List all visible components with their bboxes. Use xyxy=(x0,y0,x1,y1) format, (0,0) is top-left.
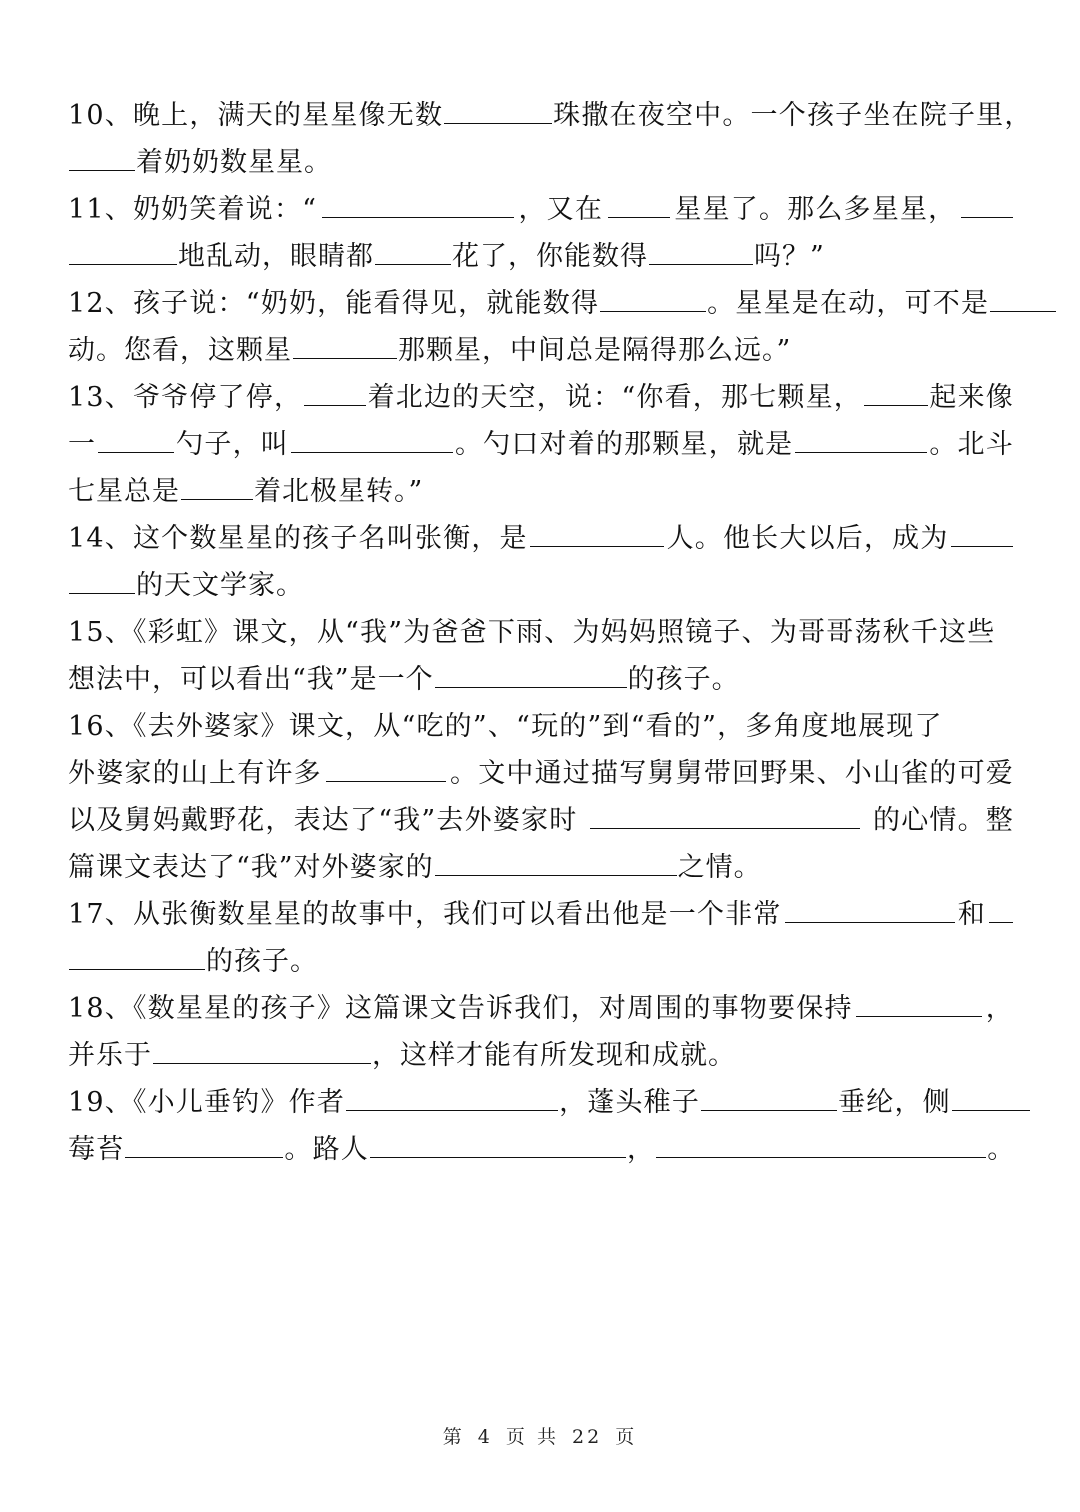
answer-blank[interactable] xyxy=(181,477,253,500)
question-text: 15、《彩虹》课文，从“我”为爸爸下雨、为妈妈照镜子、为哥哥荡秋千这些 xyxy=(68,617,996,648)
answer-blank[interactable] xyxy=(322,195,514,218)
answer-blank[interactable] xyxy=(304,383,366,406)
question-text: 外婆家的山上有许多 xyxy=(68,758,322,789)
answer-blank[interactable] xyxy=(989,900,1013,923)
question-18-line-1 xyxy=(68,985,1014,1032)
answer-blank[interactable] xyxy=(795,430,927,453)
answer-blank[interactable] xyxy=(444,101,552,124)
question-text: 之情。 xyxy=(677,852,762,883)
footer-suffix: 页 xyxy=(615,1426,638,1448)
worksheet-page xyxy=(68,92,1033,1173)
question-16-line-1 xyxy=(68,703,1014,750)
answer-blank[interactable] xyxy=(649,242,753,265)
footer-prefix: 第 xyxy=(442,1426,465,1448)
question-text: 的孩子。 xyxy=(206,946,318,977)
answer-blank[interactable] xyxy=(951,524,1013,547)
question-text: 勺子，叫 xyxy=(176,429,289,460)
question-text: 垂纶，侧 xyxy=(838,1087,951,1118)
question-text: 17、从张衡数星星的故事中，我们可以看出他是一个非常 xyxy=(68,899,782,930)
question-text: 起来像 xyxy=(929,382,1014,413)
question-text: 珠撒在夜空中。一个孩子坐在院子里， xyxy=(553,100,1033,131)
question-16-line-4 xyxy=(68,844,1014,891)
question-text: 着北边的天空，说：“你看，那七颗星， xyxy=(367,382,862,413)
answer-blank[interactable] xyxy=(326,759,446,782)
answer-blank[interactable] xyxy=(856,994,982,1017)
answer-blank[interactable] xyxy=(69,242,177,265)
question-text: 11、奶奶笑着说：“ xyxy=(68,194,318,225)
answer-blank[interactable] xyxy=(370,1135,626,1158)
question-text: 一 xyxy=(68,429,97,460)
question-text: 的天文学家。 xyxy=(136,570,304,601)
answer-blank[interactable] xyxy=(600,289,706,312)
answer-blank[interactable] xyxy=(435,853,677,876)
question-text: 。文中通过描写舅舅带回野果、小山雀的可爱 xyxy=(450,758,1014,789)
question-text: 篇课文表达了“我”对外婆家的 xyxy=(68,852,434,883)
question-text: 。路人 xyxy=(284,1134,370,1165)
answer-blank[interactable] xyxy=(785,900,955,923)
question-text: 。 xyxy=(987,1134,1016,1165)
question-text: 星星了。那么多星星， xyxy=(674,194,957,225)
question-16-line-2 xyxy=(68,750,1014,797)
answer-blank[interactable] xyxy=(291,430,453,453)
question-14-line-2 xyxy=(68,562,1014,609)
question-text: 着北极星转。” xyxy=(254,476,424,507)
answer-blank[interactable] xyxy=(435,665,627,688)
question-text: 莓苔 xyxy=(68,1134,125,1165)
question-text: 想法中，可以看出“我”是一个 xyxy=(68,664,434,695)
question-text: 14、这个数星星的孩子名叫张衡，是 xyxy=(68,523,528,554)
question-text: 并乐于 xyxy=(68,1040,152,1071)
answer-blank[interactable] xyxy=(375,242,451,265)
question-text: ，又在 xyxy=(518,194,604,225)
answer-blank[interactable] xyxy=(69,571,135,594)
question-13-line-1 xyxy=(68,374,1014,421)
question-text: 吗？” xyxy=(754,241,825,272)
question-13-line-2 xyxy=(68,421,1014,468)
question-text: 。北斗 xyxy=(929,429,1014,460)
question-text: ， xyxy=(627,1134,656,1165)
answer-blank[interactable] xyxy=(701,1088,837,1111)
question-text: 19、《小儿垂钓》作者 xyxy=(68,1087,346,1118)
total-pages: 22 xyxy=(572,1426,603,1448)
answer-blank[interactable] xyxy=(590,806,860,829)
question-text: 16、《去外婆家》课文，从“吃的”、“玩的”到“看的”，多角度地展现了 xyxy=(68,711,943,742)
question-text: 和 xyxy=(957,899,986,930)
question-text: ， xyxy=(985,993,1014,1024)
question-text: 以及舅妈戴野花，表达了“我”去外婆家时 xyxy=(68,805,578,836)
answer-blank[interactable] xyxy=(346,1088,558,1111)
question-text: 七星总是 xyxy=(68,476,180,507)
question-19-line-1 xyxy=(68,1079,1014,1126)
question-text: ，蓬头稚子 xyxy=(559,1087,701,1118)
answer-blank[interactable] xyxy=(153,1041,371,1064)
question-text: 动。您看，这颗星 xyxy=(68,335,292,366)
answer-blank[interactable] xyxy=(293,336,397,359)
page-number: 4 xyxy=(477,1426,493,1448)
question-text: 的孩子。 xyxy=(627,664,740,695)
answer-blank[interactable] xyxy=(961,195,1013,218)
answer-blank[interactable] xyxy=(98,430,174,453)
question-12-line-2 xyxy=(68,327,1014,374)
question-text: 地乱动，眼睛都 xyxy=(178,241,374,272)
answer-blank[interactable] xyxy=(69,947,205,970)
answer-blank[interactable] xyxy=(608,195,670,218)
question-text: 12、孩子说：“奶奶，能看得见，就能数得 xyxy=(68,288,600,319)
question-text: 。勺口对着的那颗星，就是 xyxy=(454,429,794,460)
question-17-line-2 xyxy=(68,938,1014,985)
question-text: ，这样才能有所发现和成就。 xyxy=(372,1040,736,1071)
question-text: 。星星是在动，可不是 xyxy=(707,288,990,319)
question-17-line-1 xyxy=(68,891,1014,938)
question-11-line-2 xyxy=(68,233,1014,280)
question-text: 人。他长大以后，成为 xyxy=(666,523,949,554)
question-16-line-3 xyxy=(68,797,1014,844)
answer-blank[interactable] xyxy=(952,1088,1030,1111)
answer-blank[interactable] xyxy=(530,524,664,547)
question-19-line-2 xyxy=(68,1126,1014,1173)
question-text: 着奶奶数星星。 xyxy=(136,147,332,178)
answer-blank[interactable] xyxy=(990,289,1056,312)
question-text: 花了，你能数得 xyxy=(452,241,648,272)
question-13-line-3 xyxy=(68,468,1014,515)
question-text: 13、爷爷停了停， xyxy=(68,382,303,413)
question-10-line-2 xyxy=(68,139,1014,186)
answer-blank[interactable] xyxy=(125,1135,283,1158)
answer-blank[interactable] xyxy=(864,383,928,406)
question-14-line-1 xyxy=(68,515,1014,562)
question-15-line-2 xyxy=(68,656,1014,703)
question-text: 的心情。整 xyxy=(873,805,1014,836)
footer-middle: 页 共 xyxy=(505,1426,559,1448)
page-footer xyxy=(0,1422,1080,1449)
answer-blank[interactable] xyxy=(69,148,135,171)
question-text: 10、晚上，满天的星星像无数 xyxy=(68,100,444,131)
question-18-line-2 xyxy=(68,1032,1014,1079)
question-15-line-1 xyxy=(68,609,1014,656)
question-text: 18、《数星星的孩子》这篇课文告诉我们，对周围的事物要保持 xyxy=(68,993,853,1024)
question-text: 那颗星，中间总是隔得那么远。” xyxy=(398,335,792,366)
question-10-line-1 xyxy=(68,92,1033,139)
question-11-line-1 xyxy=(68,186,1014,233)
answer-blank[interactable] xyxy=(656,1135,986,1158)
question-12-line-1 xyxy=(68,280,1014,327)
